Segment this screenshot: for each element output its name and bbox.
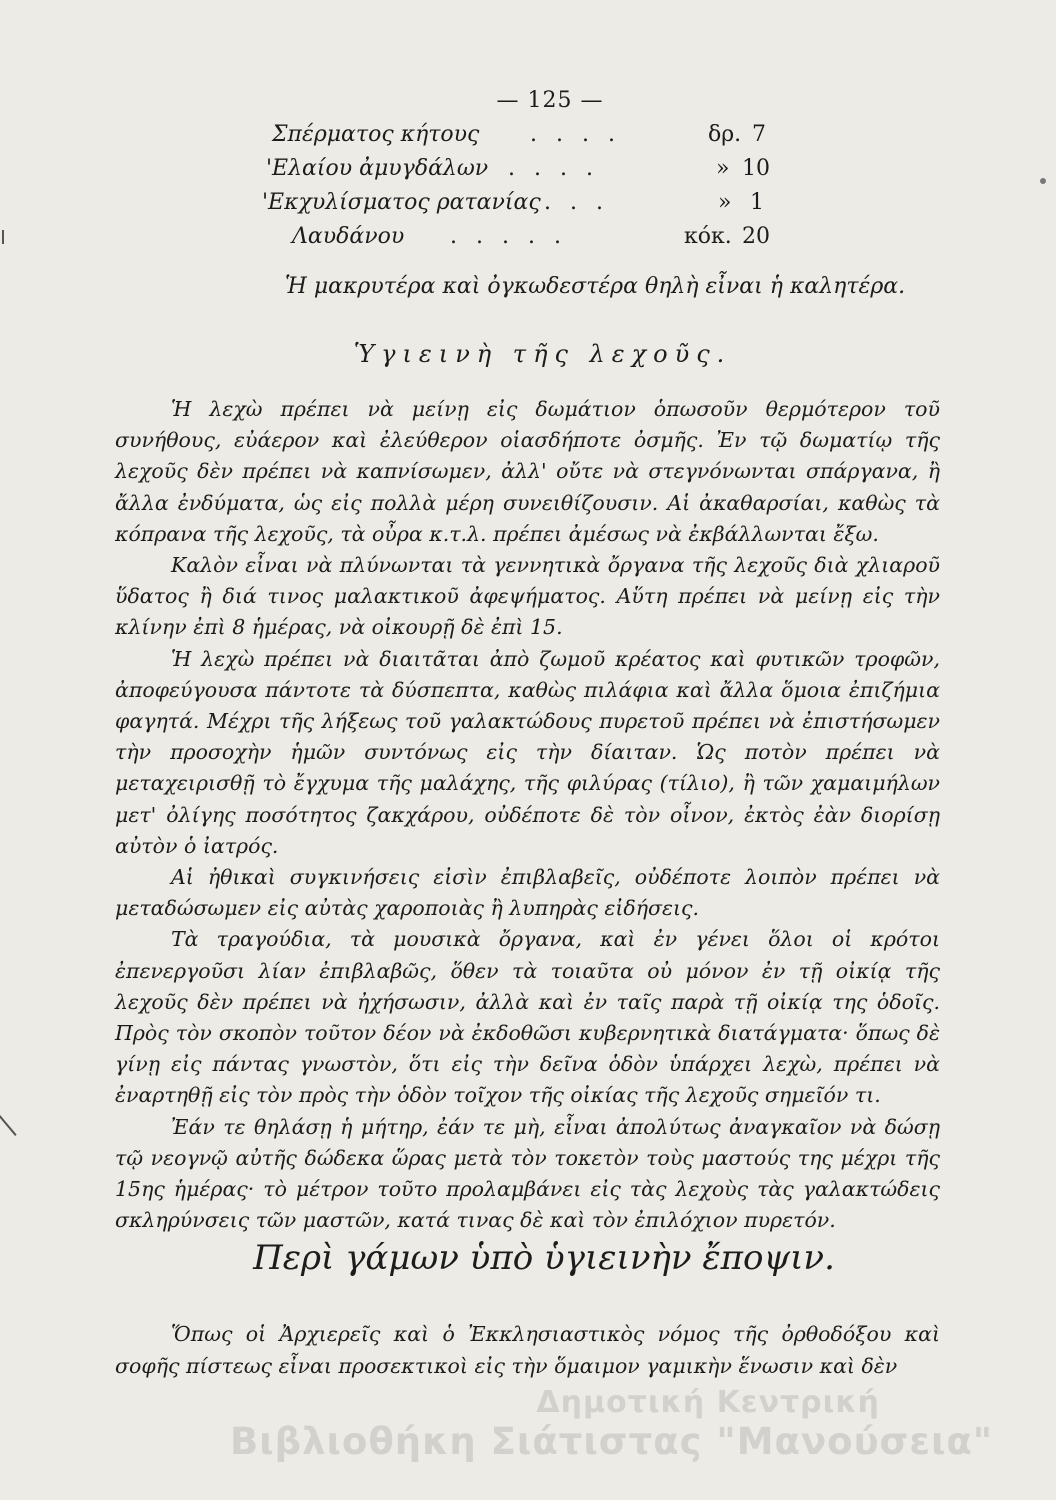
recipe-row xyxy=(272,122,792,156)
recipe-note: Ἡ μακρυτέρα καὶ ὀγκωδεστέρα θηλὴ εἶναι ἡ καλητέρα. xyxy=(285,274,906,299)
watermark-line: Δημοτική Κεντρική xyxy=(536,1385,880,1420)
ingredient-unit: δρ. xyxy=(708,122,742,147)
ingredient-unit: » xyxy=(718,190,732,215)
paragraph: Τὰ τραγούδια, τὰ μουσικὰ ὄργανα, καὶ ἐν γένει ὅλοι οἱ κρότοι ἐπενεργοῦσι λίαν ἐπιβλαβῶς, ὅθεν τὰ τοιαῦτα οὐ μόνον ἐν τῇ οἰκίᾳ τῆς λεχοῦς δὲν πρέπει νὰ ἠχήσωσιν, ἀλλὰ καὶ ἐν ταῖς παρὰ τῇ οἰκίᾳ της ὁδοῖς. Πρὸς τὸν σκοπὸν τοῦτον δέον νὰ ἐκδοθῶσι κυβερνητικὰ διατάγματα· ὅπως δὲ γίνῃ εἰς πάντας γνωστὸν, ὅτι εἰς τὴν δεῖνα ὁδὸν ὑπάρχει λεχὼ, πρέπει νὰ ἐναρτηθῇ εἰς τὸν πρὸς τὴν ὁδὸν τοῖχον τῆς οἰκίας τῆς λεχοῦς σημεῖόν τι. xyxy=(115,927,940,1108)
margin-stroke xyxy=(0,1104,17,1136)
chapter-title: Περὶ γάμων ὑπὸ ὑγιεινὴν ἔποψιν. xyxy=(253,1238,835,1278)
page-number: — 125 — xyxy=(496,88,604,113)
ingredient-name: 'Εκχυλίσματος ρατανίας xyxy=(262,190,541,215)
ingredient-unit: » xyxy=(716,156,730,181)
ingredient-quantity: 20 xyxy=(742,224,770,249)
ingredient-name: Σπέρματος κήτους xyxy=(272,122,480,147)
paragraph: Αἱ ἠθικαὶ συγκινήσεις εἰσὶν ἐπιβλαβεῖς, οὐδέποτε λοιπὸν πρέπει νὰ μεταδώσωμεν εἰς αὐτὰς χαροποιὰς ἢ λυπηρὰς εἰδήσεις. xyxy=(115,865,940,921)
recipe-row xyxy=(266,156,792,190)
section-body xyxy=(115,394,940,1236)
ink-dot xyxy=(1040,178,1046,184)
ingredient-name: 'Ελαίου ἀμυγδάλων xyxy=(266,156,489,181)
leader-dots: . . . xyxy=(544,190,609,215)
leader-dots: . . . . xyxy=(508,156,599,181)
leader-dots: . . . . xyxy=(530,122,621,147)
section-heading: Ὑγιεινὴ τῆς λεχοῦς. xyxy=(353,340,732,368)
paragraph: Ἐάν τε θηλάσῃ ἡ μήτηρ, ἐάν τε μὴ, εἶναι ἀπολύτως ἀναγκαῖον νὰ δώσῃ τῷ νεογνῷ αὐτῆς δώδεκα ὥρας μετὰ τὸν τοκετὸν τοὺς μαστούς της μέχρι τῆς 15ης ἡμέρας· τὸ μέτρον τοῦτο προλαμβάνει εἰς τὰς λεχοὺς τὰς γαλακτώδεις σκληρύνσεις τῶν μαστῶν, κατά τινας δὲ καὶ τὸν ἐπιλόχιον πυρετόν. xyxy=(115,1114,940,1233)
ingredient-unit: κόκ. xyxy=(684,224,732,249)
recipe-row xyxy=(262,190,792,224)
ingredient-quantity: 1 xyxy=(750,190,764,215)
ingredient-quantity: 7 xyxy=(752,122,766,147)
leader-dots: . . . . . xyxy=(450,224,567,249)
paragraph: Ὅπως οἱ Ἀρχιερεῖς καὶ ὁ Ἐκκλησιαστικὸς νόμος τῆς ὀρθοδόξου καὶ σοφῆς πίστεως εἶναι προσεκτικοὶ εἰς τὴν ὅμαιμον γαμικὴν ἕνωσιν καὶ δὲν xyxy=(115,1322,940,1378)
paragraph: Ἡ λεχὼ πρέπει νὰ μείνῃ εἰς δωμάτιον ὁπωσοῦν θερμότερον τοῦ συνήθους, εὐάερον καὶ ἐλεύθερον οἱασδήποτε ὀσμῆς. Ἐν τῷ δωματίῳ τῆς λεχοῦς δὲν πρέπει νὰ καπνίσωμεν, ἀλλ' οὔτε νὰ στεγνόνωνται σπάργανα, ἢ ἄλλα ἐνδύματα, ὡς εἰς πολλὰ μέρη συνειθίζουσιν. Αἱ ἀκαθαρσίαι, καθὼς τὰ κόπρανα τῆς λεχοῦς, τὰ οὖρα κ.τ.λ. πρέπει ἀμέσως νὰ ἐκβάλλωνται ἔξω. xyxy=(115,397,940,546)
paragraph: Καλὸν εἶναι νὰ πλύνωνται τὰ γεννητικὰ ὄργανα τῆς λεχοῦς διὰ χλιαροῦ ὕδατος ἢ διά τινος μαλακτικοῦ ἀφεψήματος. Αὕτη πρέπει νὰ μείνῃ εἰς τὴν κλίνην ἐπὶ 8 ἡμέρας, νὰ οἰκουρῇ δὲ ἐπὶ 15. xyxy=(115,553,940,640)
margin-stroke xyxy=(2,230,4,244)
watermark-line: Βιβλιοθήκη Σιάτιστας "Μανούσεια" xyxy=(230,1420,994,1463)
chapter-body xyxy=(115,1318,940,1382)
ingredient-quantity: 10 xyxy=(742,156,770,181)
paragraph: Ἡ λεχὼ πρέπει νὰ διαιτᾶται ἀπὸ ζωμοῦ κρέατος καὶ φυτικῶν τροφῶν, ἀποφεύγουσα πάντοτε τὰ δύσπεπτα, καθὼς πιλάφια καὶ ἄλλα ὅμοια ἐπιζήμια φαγητά. Μέχρι τῆς λήξεως τοῦ γαλακτώδους πυρετοῦ πρέπει νὰ ἐπιστήσωμεν τὴν προσοχὴν ἡμῶν συντόνως εἰς τὴν δίαιταν. Ὡς ποτὸν πρέπει νὰ μεταχειρισθῇ τὸ ἔγχυμα τῆς μαλάχης, τῆς φιλύρας (τίλιο), ἢ τῶν χαμαιμήλων μετ' ὀλίγης ποσότητος ζακχάρου, οὐδέποτε δὲ τὸν οἶνον, ἐκτὸς ἐὰν διορίσῃ αὐτὸν ὁ ἰατρός. xyxy=(115,646,940,858)
recipe-list xyxy=(262,122,792,258)
ingredient-name: Λαυδάνου xyxy=(292,224,405,249)
recipe-row xyxy=(272,224,792,258)
library-watermark xyxy=(230,1385,994,1463)
